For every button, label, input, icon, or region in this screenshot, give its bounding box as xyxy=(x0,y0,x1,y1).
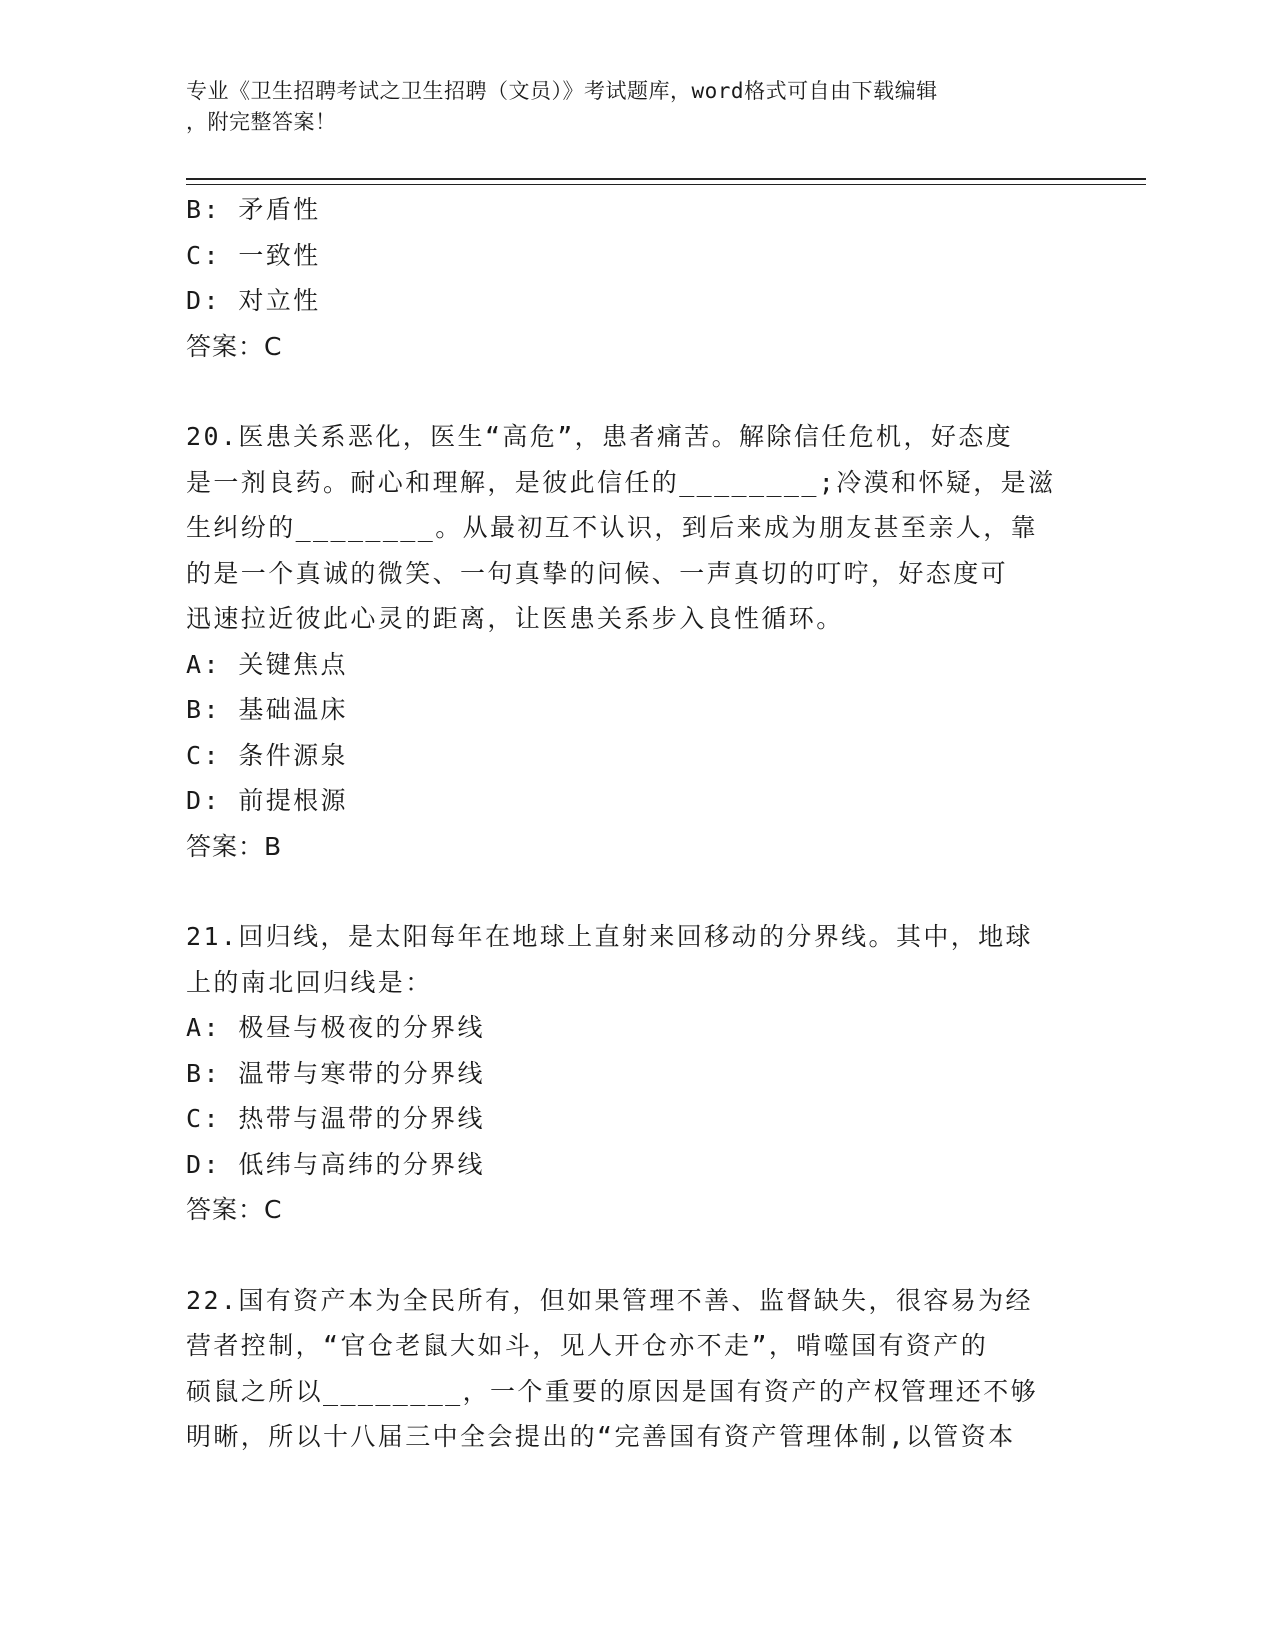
question-text-line: 的是一个真诚的微笑、一句真挚的问候、一声真切的叮咛，好态度可 xyxy=(186,558,1009,588)
option-b: B: 矛盾性 xyxy=(186,195,321,224)
option-c: C: 条件源泉 xyxy=(186,740,348,770)
question-text-line: 迅速拉近彼此心灵的距离，让医患关系步入良性循环。 xyxy=(186,604,844,633)
question-21 xyxy=(186,914,1066,1233)
question-20 xyxy=(186,414,1066,869)
option-c: C: 热带与温带的分界线 xyxy=(186,1104,485,1133)
option-d: D: 对立性 xyxy=(186,286,321,315)
answer: 答案：B xyxy=(186,831,283,861)
answer: 答案：C xyxy=(186,331,283,361)
question-text-line: 上的南北回归线是： xyxy=(186,967,433,997)
option-a: A: 关键焦点 xyxy=(186,649,348,679)
option-b: B: 基础温床 xyxy=(186,695,348,724)
question-text-line: 是一剂良药。耐心和理解，是彼此信任的________;冷漠和怀疑，是滋 xyxy=(186,467,1056,497)
header-rule-thin xyxy=(186,184,1146,185)
question-19-tail xyxy=(186,187,1066,369)
question-text-line: 20.医患关系恶化，医生“高危”，患者痛苦。解除信任危机，好态度 xyxy=(186,422,1014,451)
option-d: D: 低纬与高纬的分界线 xyxy=(186,1149,485,1179)
header-rule-thick xyxy=(186,178,1146,180)
question-text-line: 21.回归线，是太阳每年在地球上直射来回移动的分界线。其中，地球 xyxy=(186,922,1033,951)
question-22 xyxy=(186,1278,1066,1460)
spacer xyxy=(186,369,1066,414)
question-text-line: 生纠纷的________。从最初互不认识，到后来成为朋友甚至亲人，靠 xyxy=(186,513,1039,542)
header-title-line2: ，附完整答案！ xyxy=(186,110,337,134)
option-c: C: 一致性 xyxy=(186,240,321,270)
question-text-line: 营者控制，“官仓老鼠大如斗，见人开仓亦不走”，啃噬国有资产的 xyxy=(186,1331,989,1360)
option-a: A: 极昼与极夜的分界线 xyxy=(186,1013,485,1042)
header-title-line1: 专业《卫生招聘考试之卫生招聘（文员）》考试题库，word格式可自由下载编辑 xyxy=(186,79,938,103)
spacer xyxy=(186,1233,1066,1278)
document-body xyxy=(186,187,1066,1460)
answer: 答案：C xyxy=(186,1195,283,1224)
question-text-line: 22.国有资产本为全民所有，但如果管理不善、监督缺失，很容易为经 xyxy=(186,1285,1033,1315)
question-text-line: 硕鼠之所以________，一个重要的原因是国有资产的产权管理还不够 xyxy=(186,1376,1039,1406)
option-d: D: 前提根源 xyxy=(186,786,348,815)
document-header xyxy=(186,76,1066,138)
spacer xyxy=(186,869,1066,914)
option-b: B: 温带与寒带的分界线 xyxy=(186,1058,485,1088)
question-text-line: 明晰，所以十八届三中全会提出的“完善国有资产管理体制,以管资本 xyxy=(186,1422,1016,1451)
